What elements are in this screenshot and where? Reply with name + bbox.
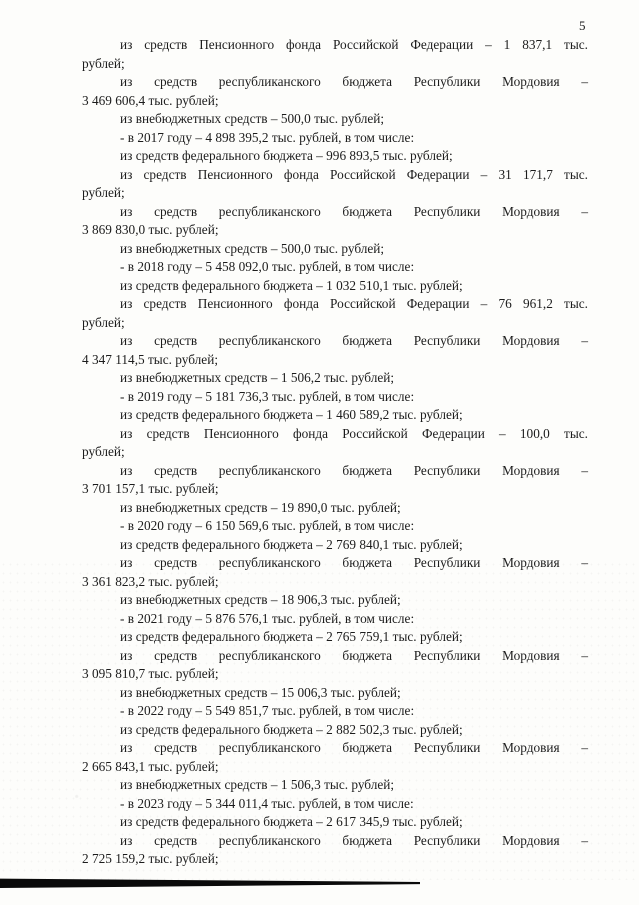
text-line: из средств федерального бюджета – 2 765 759,1 тыс. рублей; [120,629,463,644]
text-line: из средств федерального бюджета – 1 032 510,1 тыс. рублей; [120,277,463,293]
text-line: из внебюджетных средств – 1 506,2 тыс. рублей; [120,370,395,385]
text-line: из средств Пенсионного фонда Российской Федерации – 100,0 тыс. [120,425,588,441]
text-line: из средств Пенсионного фонда Российской Федерации – 31 171,7 тыс. [120,166,588,182]
text-line: - в 2018 году – 5 458 092,0 тыс. рублей, в том числе: [120,259,415,274]
text-line: 3 869 830,0 тыс. рублей; [82,222,219,237]
text-line: из средств федерального бюджета – 996 893,5 тыс. рублей; [120,148,453,163]
text-line: из средств республиканского бюджета Республики Мордовия – [120,203,588,219]
text-line: 2 665 843,1 тыс. рублей; [82,758,219,774]
text-line: 3 095 810,7 тыс. рублей; [82,666,219,681]
text-line: из средств федерального бюджета – 1 460 589,2 тыс. рублей; [120,407,463,422]
text-line: из внебюджетных средств – 1 506,3 тыс. рублей; [120,777,395,792]
text-line: 3 701 157,1 тыс. рублей; [82,481,219,496]
text-line: из внебюджетных средств – 18 906,3 тыс. рублей; [120,592,401,607]
text-line: из внебюджетных средств – 500,0 тыс. рублей; [120,240,385,256]
text-line: 4 347 114,5 тыс. рублей; [82,351,219,367]
text-line: из средств федерального бюджета – 2 617 345,9 тыс. рублей; [120,814,463,829]
text-line: 2 725 159,2 тыс. рублей; [82,851,219,866]
text-line: из средств федерального бюджета – 2 769 840,1 тыс. рублей; [120,536,463,552]
text-line: - в 2019 году – 5 181 736,3 тыс. рублей, в том числе: [120,388,415,404]
text-line: из средств республиканского бюджета Республики Мордовия – [120,740,588,755]
text-line: из средств республиканского бюджета Республики Мордовия – [120,333,588,348]
text-line: рублей; [82,55,125,71]
text-line: из средств Пенсионного фонда Российской Федерации – 76 961,2 тыс. [120,296,588,311]
text-line: рублей; [82,314,125,330]
text-line: из средств республиканского бюджета Республики Мордовия – [120,555,588,570]
text-line: из внебюджетных средств – 19 890,0 тыс. рублей; [120,499,401,515]
text-line: из внебюджетных средств – 500,0 тыс. рублей; [120,111,385,126]
text-line: из внебюджетных средств – 15 006,3 тыс. рублей; [120,684,401,700]
text-line: - в 2017 году – 4 898 395,2 тыс. рублей, в том числе: [120,129,415,145]
text-line: - в 2022 году – 5 549 851,7 тыс. рублей, в том числе: [120,703,415,718]
text-line: из средств Пенсионного фонда Российской Федерации – 1 837,1 тыс. [120,37,588,52]
text-line: из средств федерального бюджета – 2 882 502,3 тыс. рублей; [120,721,463,737]
text-line: 3 469 606,4 тыс. рублей; [82,92,219,108]
document-body [82,36,588,869]
text-line: рублей; [82,444,125,459]
text-line: - в 2021 году – 5 876 576,1 тыс. рублей, в том числе: [120,610,415,626]
text-line: - в 2023 году – 5 344 011,4 тыс. рублей, в том числе: [120,795,414,811]
scan-edge-bar [0,877,420,888]
text-line: из средств республиканского бюджета Республики Мордовия – [120,832,588,848]
text-line: рублей; [82,185,125,200]
text-line: из средств республиканского бюджета Республики Мордовия – [120,462,588,478]
text-line: 3 361 823,2 тыс. рублей; [82,573,219,589]
page-number: 5 [579,18,586,33]
text-line: из средств республиканского бюджета Республики Мордовия – [120,647,588,663]
text-line: - в 2020 году – 6 150 569,6 тыс. рублей, в том числе: [120,518,415,533]
text-line: из средств республиканского бюджета Республики Мордовия – [120,74,588,89]
